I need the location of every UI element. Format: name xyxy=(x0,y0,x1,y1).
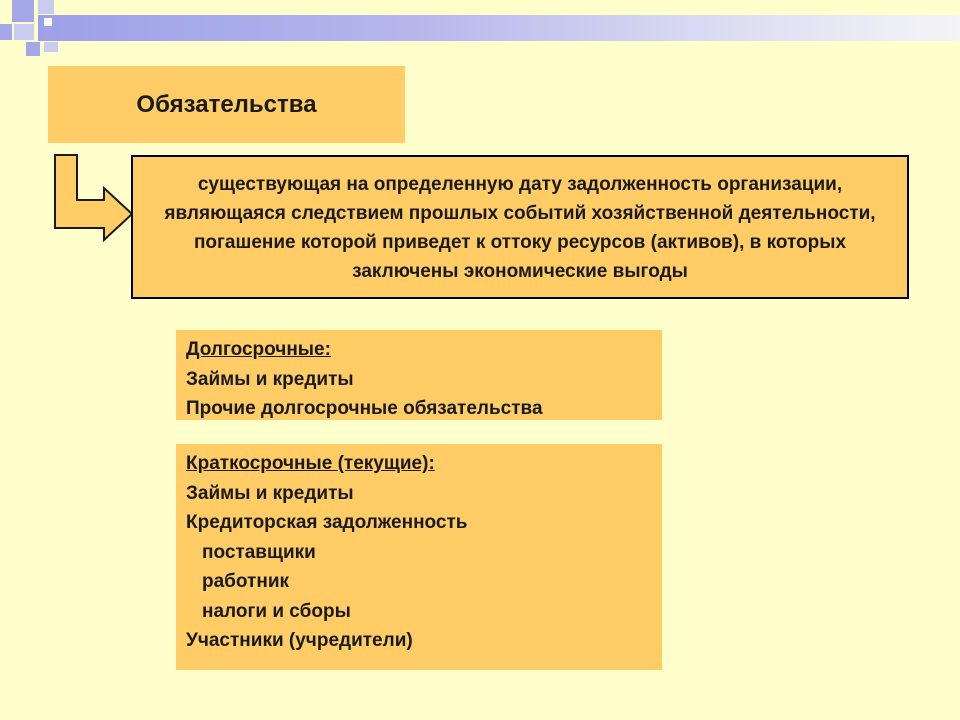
corner-square xyxy=(12,0,34,22)
list-item: Участники (учредители) xyxy=(186,630,413,651)
definition-text: существующая на определенную дату задолженность организации, являющаяся следствием прошлых событий хозяйственной деятельности, погашение которой приведет к оттоку ресурсов (активов), в которых заключены экономические выгоды xyxy=(164,174,876,282)
page-title: Обязательства xyxy=(136,90,317,118)
corner-square xyxy=(44,18,52,26)
list-sub-item: работник xyxy=(202,571,290,592)
long-term-heading: Долгосрочные: xyxy=(186,339,331,360)
list-item: Кредиторская задолженность xyxy=(186,512,468,533)
short-term-heading: Краткосрочные (текущие): xyxy=(186,453,435,474)
header-band xyxy=(38,15,960,41)
corner-square xyxy=(44,42,58,52)
definition-box xyxy=(131,155,909,299)
corner-square xyxy=(26,42,40,56)
corner-square xyxy=(38,0,54,14)
list-item: Займы и кредиты xyxy=(186,482,354,504)
corner-square xyxy=(0,24,12,40)
title-box xyxy=(48,66,405,143)
long-term-box xyxy=(176,330,662,420)
short-term-box xyxy=(176,444,662,670)
list-item: Займы и кредиты xyxy=(186,368,354,390)
list-sub-item: налоги и сборы xyxy=(202,600,351,622)
bent-arrow-right-icon xyxy=(52,152,136,252)
corner-square xyxy=(14,24,34,40)
list-item: Прочие долгосрочные обязательства xyxy=(186,398,543,419)
list-sub-item: поставщики xyxy=(202,541,316,563)
